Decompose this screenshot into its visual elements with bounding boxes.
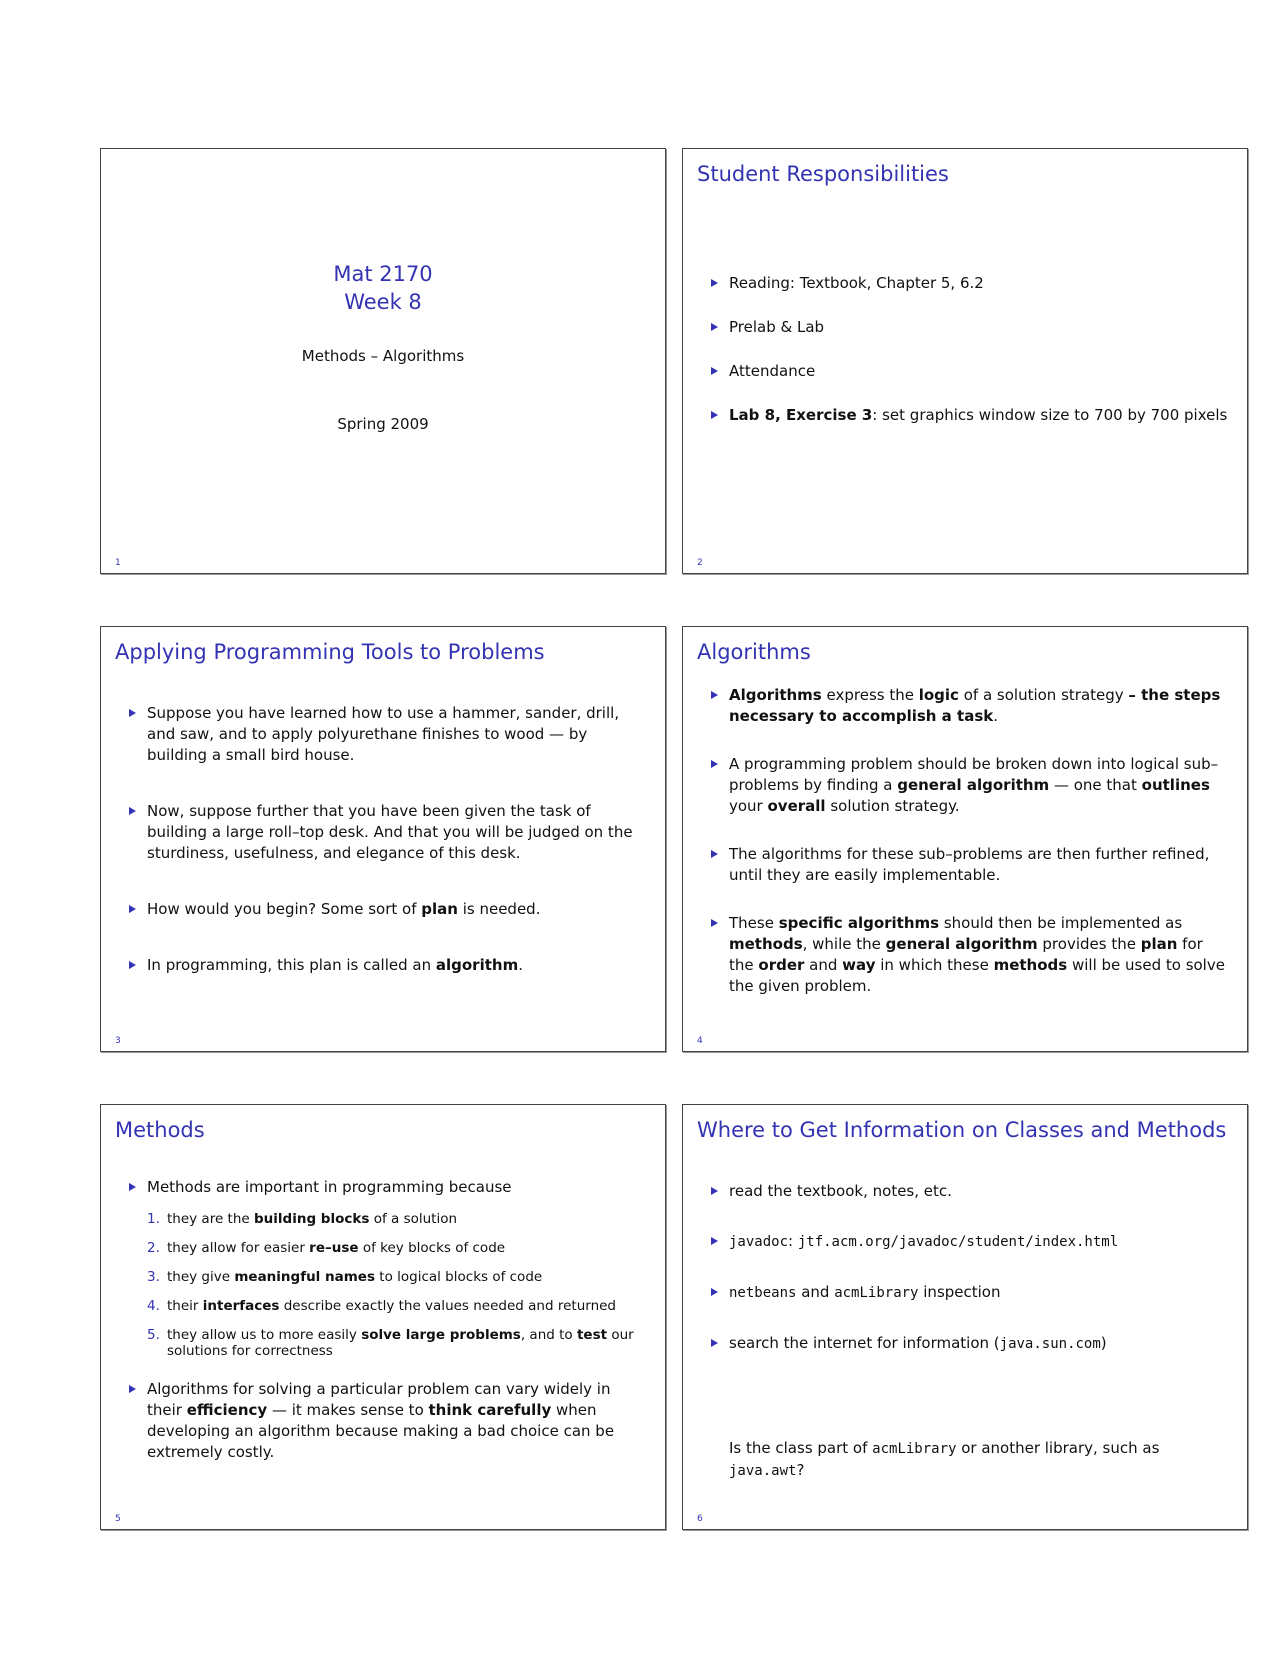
page-number: 3	[115, 1036, 121, 1046]
list-item: Suppose you have learned how to use a hammer, sander, drill, and saw, and to apply polyurethane finishes to wood — by building a small bird house.	[129, 703, 649, 766]
list-item: search the internet for information (java.sun.com)	[711, 1333, 1231, 1355]
list-item: 3. they give meaningful names to logical blocks of code	[147, 1269, 543, 1285]
slide-subtitle: Methods – Algorithms	[301, 347, 465, 365]
bullet-list	[711, 685, 1231, 997]
slide-6	[682, 1104, 1248, 1530]
list-item: In programming, this plan is called an algorithm.	[129, 955, 649, 976]
page-number: 5	[115, 1514, 121, 1524]
page-number: 4	[697, 1036, 703, 1046]
list-item: The algorithms for these sub–problems are then further refined, until they are easily implementable.	[711, 844, 1231, 886]
list-item: Attendance	[711, 361, 1231, 382]
list-item: How would you begin? Some sort of plan is needed.	[129, 899, 649, 920]
java-sun-url: java.sun.com	[999, 1336, 1101, 1352]
bullet-list	[129, 703, 649, 976]
list-item: netbeans and acmLibrary inspection	[711, 1282, 1231, 1304]
list-item: read the textbook, notes, etc.	[711, 1181, 1231, 1202]
bullet-list	[711, 1181, 1231, 1355]
javadoc-url: jtf.acm.org/javadoc/student/index.html	[797, 1234, 1119, 1250]
slide-3	[100, 626, 666, 1052]
list-item: 5. they allow us to more easily solve large problems, and to test our solutions for correctness	[147, 1327, 634, 1359]
bullet-list	[711, 273, 1231, 426]
page-number: 6	[697, 1514, 703, 1524]
slide-title: Methods	[115, 1118, 205, 1142]
slide-title: Applying Programming Tools to Problems	[115, 640, 545, 664]
course-title: Mat 2170	[333, 262, 433, 286]
list-item: Algorithms express the logic of a solution strategy – the steps necessary to accomplish a task.	[711, 685, 1231, 727]
list-item: javadoc: jtf.acm.org/javadoc/student/index.html	[711, 1231, 1231, 1253]
page-number: 1	[115, 558, 121, 568]
slide-title: Where to Get Information on Classes and Methods	[697, 1118, 1227, 1142]
slide-1	[100, 148, 666, 574]
slide-2	[682, 148, 1248, 574]
page-number: 2	[697, 558, 703, 568]
list-item: Methods are important in programming because 1. they are the building blocks of a solution 2. they allow for easier re–use of key blocks of code 3. they give meaningful names to logical blocks of code 4. their interfaces describe exactly the values needed and returned 5. they allow us to more easily solve large problems, and to test our solutions for correctness	[129, 1177, 649, 1359]
list-item: 4. their interfaces describe exactly the values needed and returned	[147, 1298, 616, 1314]
list-item: 2. they allow for easier re–use of key blocks of code	[147, 1240, 506, 1256]
list-item: Now, suppose further that you have been given the task of building a large roll–top desk. And that you will be judged on the sturdiness, usefulness, and elegance of this desk.	[129, 801, 649, 864]
slide-title: Student Responsibilities	[697, 162, 949, 186]
list-item: Lab 8, Exercise 3: set graphics window size to 700 by 700 pixels	[711, 405, 1231, 426]
closing-question: Is the class part of acmLibrary or another library, such as java.awt?	[729, 1439, 1160, 1479]
slide-4	[682, 626, 1248, 1052]
enumerated-list	[147, 1211, 649, 1359]
slide-date: Spring 2009	[337, 415, 429, 433]
slide-5	[100, 1104, 666, 1530]
list-item: Reading: Textbook, Chapter 5, 6.2	[711, 273, 1231, 294]
list-item: Algorithms for solving a particular problem can vary widely in their efficiency — it makes sense to think carefully when developing an algorithm because making a bad choice can be extremely costly.	[129, 1379, 649, 1463]
list-item: 1. they are the building blocks of a solution	[147, 1211, 458, 1227]
title-block	[101, 260, 665, 316]
week-title: Week 8	[344, 290, 422, 314]
bullet-list	[129, 1177, 649, 1463]
slide-title: Algorithms	[697, 640, 811, 664]
list-item: These specific algorithms should then be implemented as methods, while the general algorithm provides the plan for the order and way in which these methods will be used to solve the given problem.	[711, 913, 1231, 997]
list-item: A programming problem should be broken down into logical sub–problems by finding a general algorithm — one that outlines your overall solution strategy.	[711, 754, 1231, 817]
list-item: Prelab & Lab	[711, 317, 1231, 338]
